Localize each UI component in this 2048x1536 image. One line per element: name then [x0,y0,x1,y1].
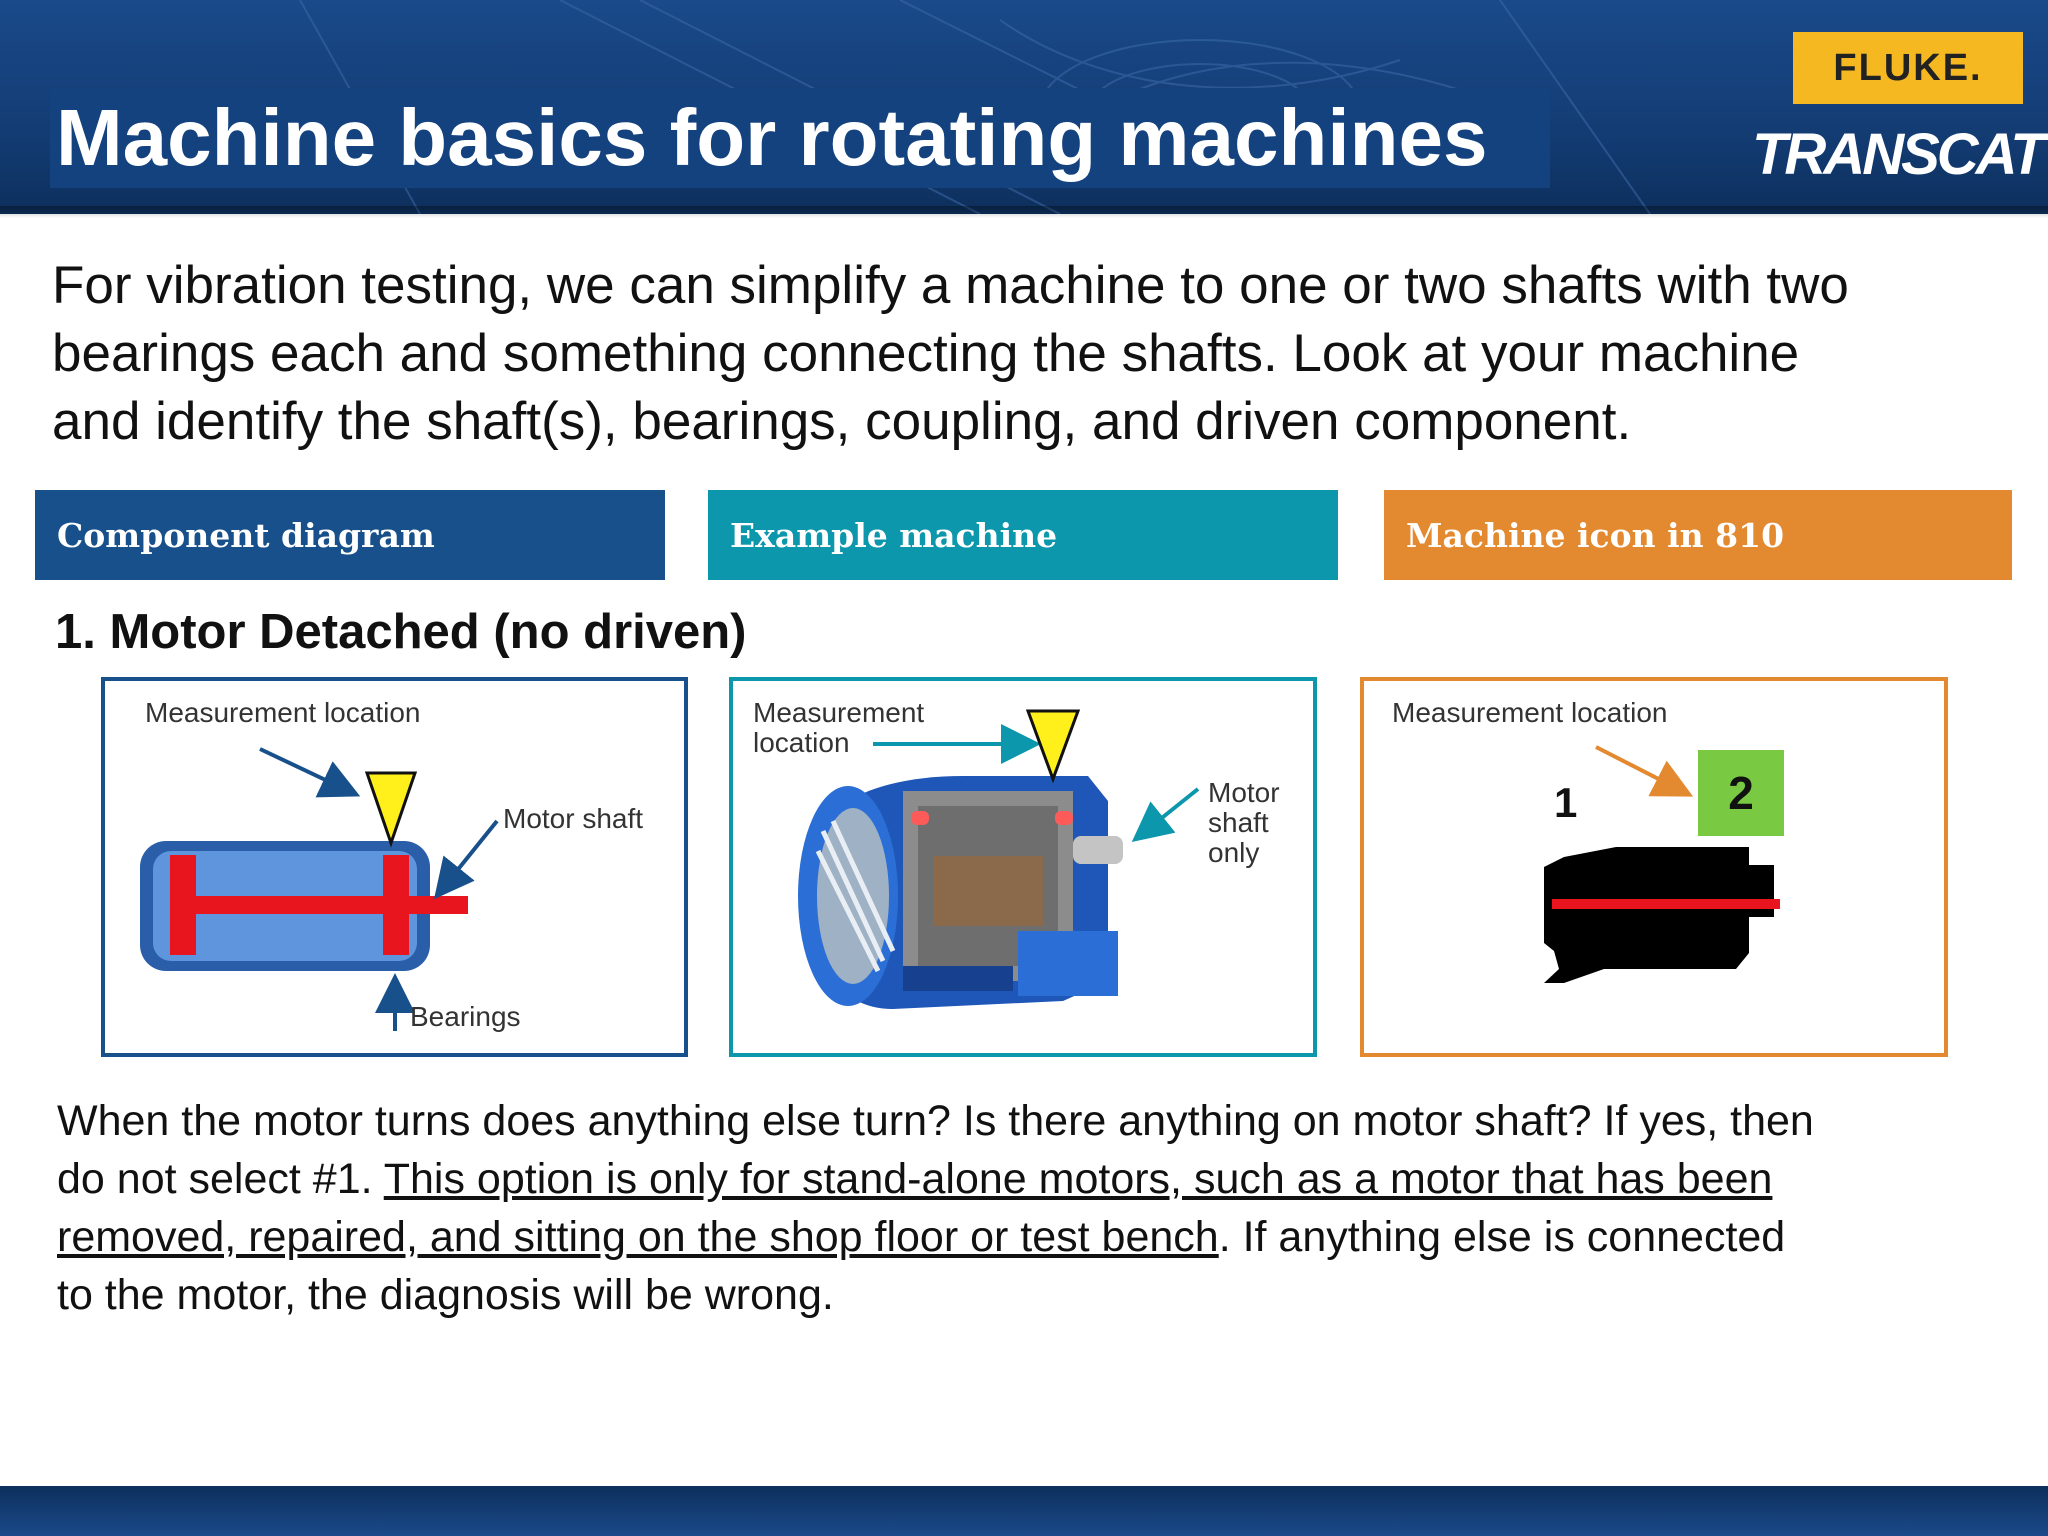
section-heading: 1. Motor Detached (no driven) [55,605,747,659]
machine-icon-graphic [1364,681,1944,1053]
header-banner [0,0,2048,214]
note-text: When the motor turns does anything else turn? Is there anything on motor shaft? If yes, then [57,1097,1814,1145]
column-header-component-diagram: Component diagram [35,490,665,580]
intro-line: For vibration testing, we can simplify a machine to one or two shafts with two [52,256,1849,315]
note-line [57,1092,1997,1150]
motor-shaft-label-line: Motor [1208,777,1280,808]
measurement-label-line: Measurement [753,697,925,728]
motor-shaft-label-line: only [1208,837,1260,868]
note-paragraph [57,1092,1997,1324]
motor-shaft [170,896,468,914]
measurement-marker-icon [367,773,415,843]
component-diagram-panel [101,677,688,1057]
rotor [933,856,1043,926]
page-title: Machine basics for rotating machines [56,93,1488,182]
fluke-logo: FLUKE. [1793,32,2023,104]
motor-shaft [1552,899,1780,909]
intro-line: and identify the shaft(s), bearings, coupling, and driven component. [52,392,1632,451]
measurement-label-line: location [753,727,850,758]
measurement-location-label: Measurement location [1392,697,1668,728]
machine-icon-panel [1360,677,1948,1057]
component-diagram-graphic [105,681,685,1053]
measurement-point-2-badge: 2 [1698,750,1784,836]
column-header-example-machine: Example machine [708,490,1338,580]
note-underlined-text: removed, repaired, and sitting on the shop floor or test bench [57,1213,1219,1261]
footer-bar [0,1486,2048,1536]
measurement-marker-icon [1028,711,1078,779]
motor-shaft-label-line: shaft [1208,807,1269,838]
bearings-label: Bearings [410,1001,521,1032]
column-header-machine-icon: Machine icon in 810 [1384,490,2012,580]
intro-line: bearings each and something connecting the shafts. Look at your machine [52,324,1800,383]
motor-shaft [1073,836,1123,864]
bearing-left [911,811,929,825]
header-shadow [0,206,2048,218]
note-underlined-text: This option is only for stand-alone motors, such as a motor that has been [383,1155,1773,1203]
example-machine-panel [729,677,1317,1057]
intro-paragraph [52,252,2012,456]
note-text: do not select #1. [57,1155,384,1203]
note-text: to the motor, the diagnosis will be wrong. [57,1271,834,1319]
note-text: . If anything else is connected [1218,1213,1786,1261]
note-line [57,1208,1997,1266]
motor-silhouette [1544,847,1774,983]
note-line [57,1150,1997,1208]
bearing-right [1055,811,1073,825]
measurement-location-label: Measurement location [145,697,421,728]
motor-shaft-label: Motor shaft [503,803,644,834]
note-line [57,1266,1997,1324]
terminal-box [1018,931,1118,996]
transcat-logo: TRANSCAT [1752,122,2043,187]
measurement-point-1: 1 [1554,779,1578,826]
